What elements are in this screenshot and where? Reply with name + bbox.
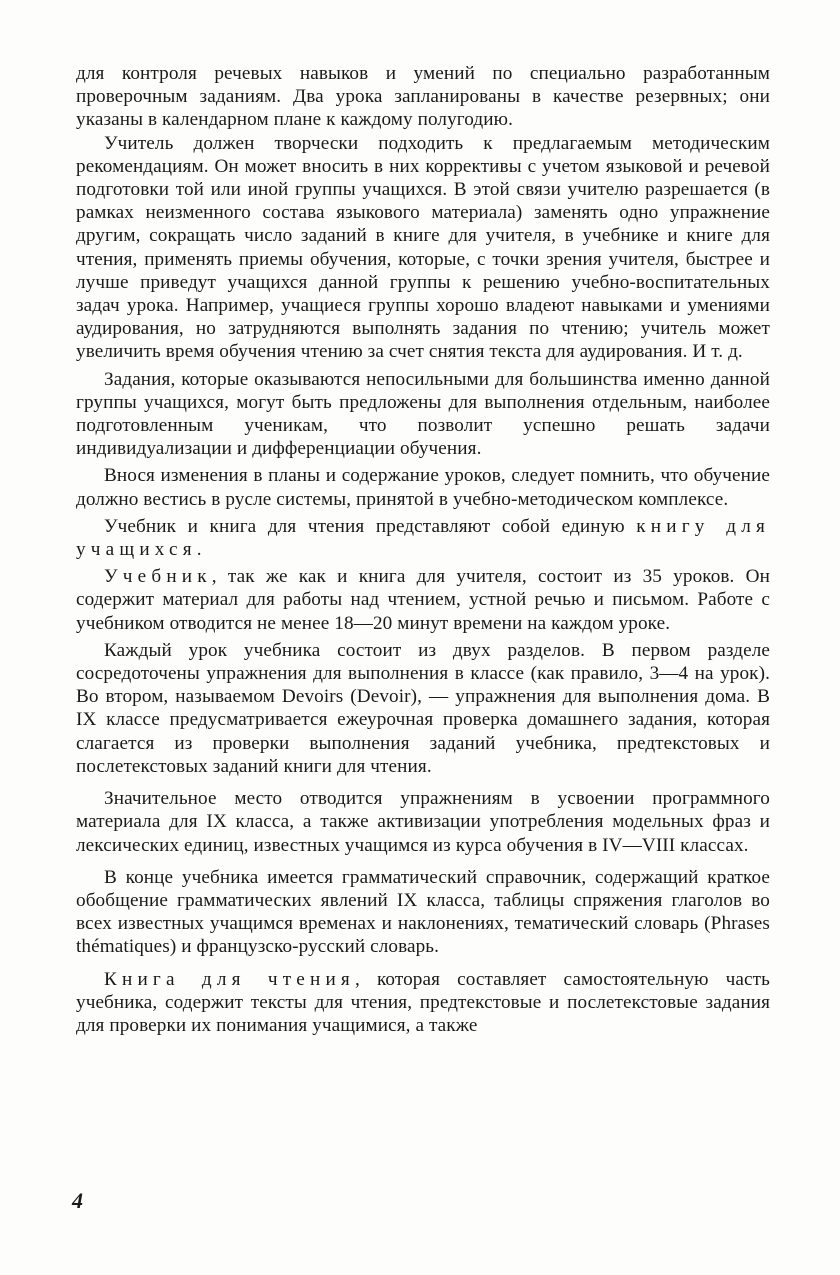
paragraph-exercises: Значительное место отводится упражнениям в усвоении программного материала для IX класса, а также активизации употребления модельных фраз и лексических единиц, известных учащимся из курса обучения в IV—VIII классах. bbox=[76, 788, 770, 856]
paragraph-reading-book bbox=[76, 968, 770, 1038]
paragraph-grammar-reference: В конце учебника имеется грамматический справочник, содержащий краткое обобщение грамматических явлений IX класса, таблицы спряжения глаголов во всех известных учащимся временах и наклонениях, тематический словарь (Phrases thématiques) и французско-русский словарь. bbox=[76, 866, 770, 958]
paragraph-text: . bbox=[196, 539, 202, 561]
spaced-term: книгу для учащихся bbox=[76, 515, 770, 561]
paragraph-text: , которая составляет самостоятельную часть учебника, содержит тексты для чтения, предтекстовые и послетекстовые задания для проверки их понимания учащимися, а также bbox=[76, 968, 771, 1036]
paragraph-plan-changes: Внося изменения в планы и содержание уроков, следует помнить, что обучение должно вестись в русле системы, принятой в учебно-методическом комплексе. bbox=[76, 465, 770, 510]
paragraph-textbook-and-reader bbox=[76, 515, 770, 561]
paragraph-text: Учебник и книга для чтения представляют собой единую bbox=[104, 515, 637, 537]
paragraph-text: , так же как и книга для учителя, состоит из 35 уроков. Он содержит материал для работы над чтением, устной речью и письмом. Работе с учебником отводится не менее 18—20 минут времени на каждом уроке. bbox=[76, 566, 770, 634]
paragraph-lesson-structure: Каждый урок учебника состоит из двух разделов. В первом разделе сосредоточены упражнения для выполнения в классе (как правило, 3—4 на урок). Во втором, называемом Devoirs (Devoir), — упражнения для выполнения дома. В IX классе предусматривается ежеурочная проверка домашнего задания, которая слагается из проверки выполнения заданий учебника, предтекстовых и послетекстовых заданий книги для чтения. bbox=[76, 639, 770, 777]
paragraph-difficult-tasks: Задания, которые оказываются непосильными для большинства именно данной группы учащихся, могут быть предложены для выполнения отдельным, наиболее подготовленным ученикам, что позволит успешно решать задачи индивидуализации и дифференциации обучения. bbox=[76, 368, 770, 460]
spaced-term: Книга для чтения bbox=[104, 968, 355, 990]
paragraph-teacher-creativity: Учитель должен творчески подходить к предлагаемым методическим рекомендациям. Он может вносить в них коррективы с учетом языковой и речевой подготовки той или иной группы учащихся. В этой связи учителю разрешается (в рамках неизменного состава языкового материала) заменять одно упражнение другим, сокращать число заданий в книге для учителя, в учебнике и книге для чтения, применять приемы обучения, которые, с точки зрения учителя, быстрее и лучше приведут учащихся данной группы к решению учебно-воспитательных задач урока. Например, учащиеся группы хорошо владеют навыками и умениями аудирования, но затрудняются выполнять задания по чтению; учитель может увеличить время обучения чтению за счет снятия текста для аудирования. И т. д. bbox=[76, 132, 770, 363]
paragraph-continuation: для контроля речевых навыков и умений по специально разработанным проверочным заданиям. Два урока запланированы в качестве резервных; они указаны в календарном плане к каждому полугодию. bbox=[76, 63, 770, 131]
body-text bbox=[76, 62, 770, 1037]
page-number: 4 bbox=[72, 1188, 83, 1213]
paragraph-textbook bbox=[76, 565, 770, 635]
spaced-term: Учебник bbox=[104, 566, 212, 588]
